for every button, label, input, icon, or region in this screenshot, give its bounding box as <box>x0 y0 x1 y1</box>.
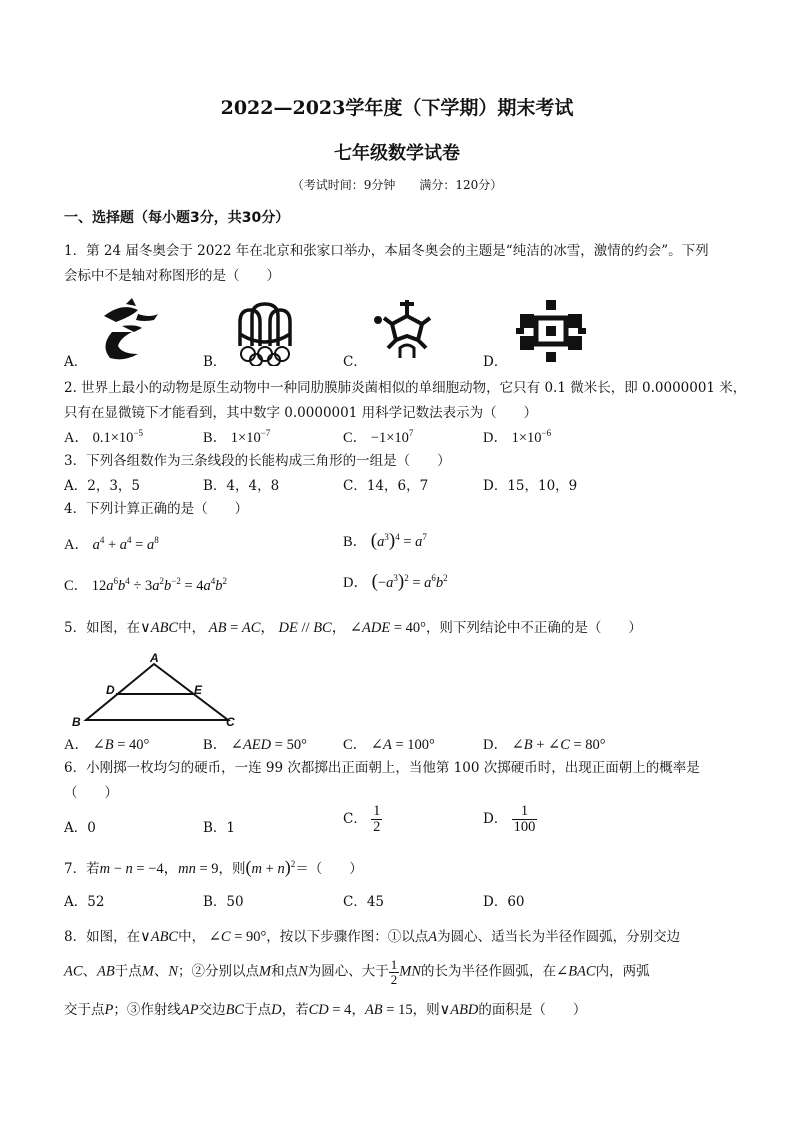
q8-line1: 8．如图，在∨ABC中， ∠C = 90°，按以下步骤作图：①以点A为圆心、适当长为半径作圆弧，分别交边 <box>64 929 681 945</box>
svg-text:B: B <box>72 715 81 729</box>
q7-option-c: C．45 <box>343 894 385 910</box>
q7-option-a: A．52 <box>64 894 105 910</box>
q6-line1: 6．小刚掷一枚均匀的硬币，一连 99 次都掷出正面朝上，当他第 100 次掷硬币时，出现正面朝上的概率是 <box>64 760 700 776</box>
section-title: 一、选择题（每小题3分，共30分） <box>64 210 290 226</box>
q1-option-c-label: C． <box>343 354 367 370</box>
q4-option-d: D． $(-a^3)^2 = a^6b^2$ <box>343 571 448 592</box>
q5-option-d: D． ∠B + ∠C = 80° <box>483 737 606 753</box>
exam-info: （考试时间：9分钟 满分：120分） <box>291 178 503 192</box>
q2-option-b: B． $1\times 10^{-7}$ <box>203 428 271 446</box>
q8-line3: 交于点P；③作射线AP交边BC于点D，若CD = 4，AB = 15，则∨ABD的面积是（ ） <box>64 1002 587 1018</box>
q5-option-c: C． ∠A = 100° <box>343 737 435 753</box>
olympic-emblem-d-icon <box>516 298 586 364</box>
q5-option-b: B． ∠AED = 50° <box>203 737 307 753</box>
q2-option-a: A． $0.1\times 10^{-5}$ <box>64 428 143 446</box>
olympic-emblem-a-icon <box>92 296 164 364</box>
q6-option-d: D． $\frac{1}{100}$ <box>483 803 536 836</box>
exam-title: 2022—2023学年度（下学期）期末考试 <box>220 97 574 119</box>
svg-text:D: D <box>106 683 115 697</box>
q6-option-c: C． $\frac{1}{2}$ <box>343 803 381 836</box>
q7-option-b: B．50 <box>203 894 244 910</box>
q2-option-c: C． $-1\times 10^7$ <box>343 428 414 446</box>
q2-option-d: D． $1\times 10^{-6}$ <box>483 428 552 446</box>
q5-option-a: A． ∠B = 40° <box>64 737 150 753</box>
exam-subtitle: 七年级数学试卷 <box>334 143 460 164</box>
svg-text:E: E <box>194 683 203 697</box>
olympic-emblem-b-icon <box>232 300 298 366</box>
q1-line1: 1．第 24 届冬奥会于 2022 年在北京和张家口举办，本届冬奥会的主题是“纯洁的冰雪，激情的约会”。下列 <box>64 243 709 259</box>
q6-option-b: B．1 <box>203 820 236 836</box>
triangle-figure <box>66 650 246 730</box>
q6-option-a: A．0 <box>64 820 96 836</box>
q1-line2: 会标中不是轴对称图形的是（ ） <box>64 268 280 284</box>
q4-option-a: A． $a^4 + a^4 = a^8$ <box>64 535 159 553</box>
q7-stem: 7．若m − n = −4，mn = 9，则$(m + n)^2=$（ ） <box>64 857 363 877</box>
q3-option-c: C．14，6，7 <box>343 478 429 494</box>
q2-line2: 只有在显微镜下才能看到，其中数字 0.0000001 用科学记数法表示为（ ） <box>64 405 538 421</box>
q1-option-a-label: A． <box>64 354 88 370</box>
q4-stem: 4．下列计算正确的是（ ） <box>64 501 249 517</box>
q3-option-a: A．2，3，5 <box>64 478 141 494</box>
q2-line1: 2. 世界上最小的动物是原生动物中一种同肋膜肺炎菌相似的单细胞动物，它只有 0.1 微米长，即 0.0000001 米， <box>64 380 747 396</box>
q3-option-b: B．4，4，8 <box>203 478 280 494</box>
q6-line2: （ ） <box>64 785 118 801</box>
olympic-emblem-c-icon <box>374 296 440 364</box>
q7-option-d: D．60 <box>483 894 525 910</box>
q8-line2: AC、AB于点M、N；②分别以点M和点N为圆心、大于 $\frac{1}{2}$ MN的长为半径作圆弧，在∠BAC内，两弧 <box>64 957 650 987</box>
q1-option-d-label: D． <box>483 354 508 370</box>
q4-option-b: B． $(a^3)^4 = a^7$ <box>343 530 427 551</box>
q1-option-b-label: B． <box>203 354 227 370</box>
svg-text:A: A <box>150 651 159 665</box>
q3-stem: 3．下列各组数作为三条线段的长能构成三角形的一组是（ ） <box>64 453 451 469</box>
q5-stem: 5．如图，在∨ABC中， AB = AC， DE // BC， ∠ADE = 40°，则下列结论中不正确的是（ ） <box>64 620 642 636</box>
q3-option-d: D．15，10，9 <box>483 478 578 494</box>
q4-option-c: C． $12a^6b^4 \div 3a^2b^{-2} = 4a^4b^2$ <box>64 576 228 594</box>
svg-text:C: C <box>226 715 235 729</box>
